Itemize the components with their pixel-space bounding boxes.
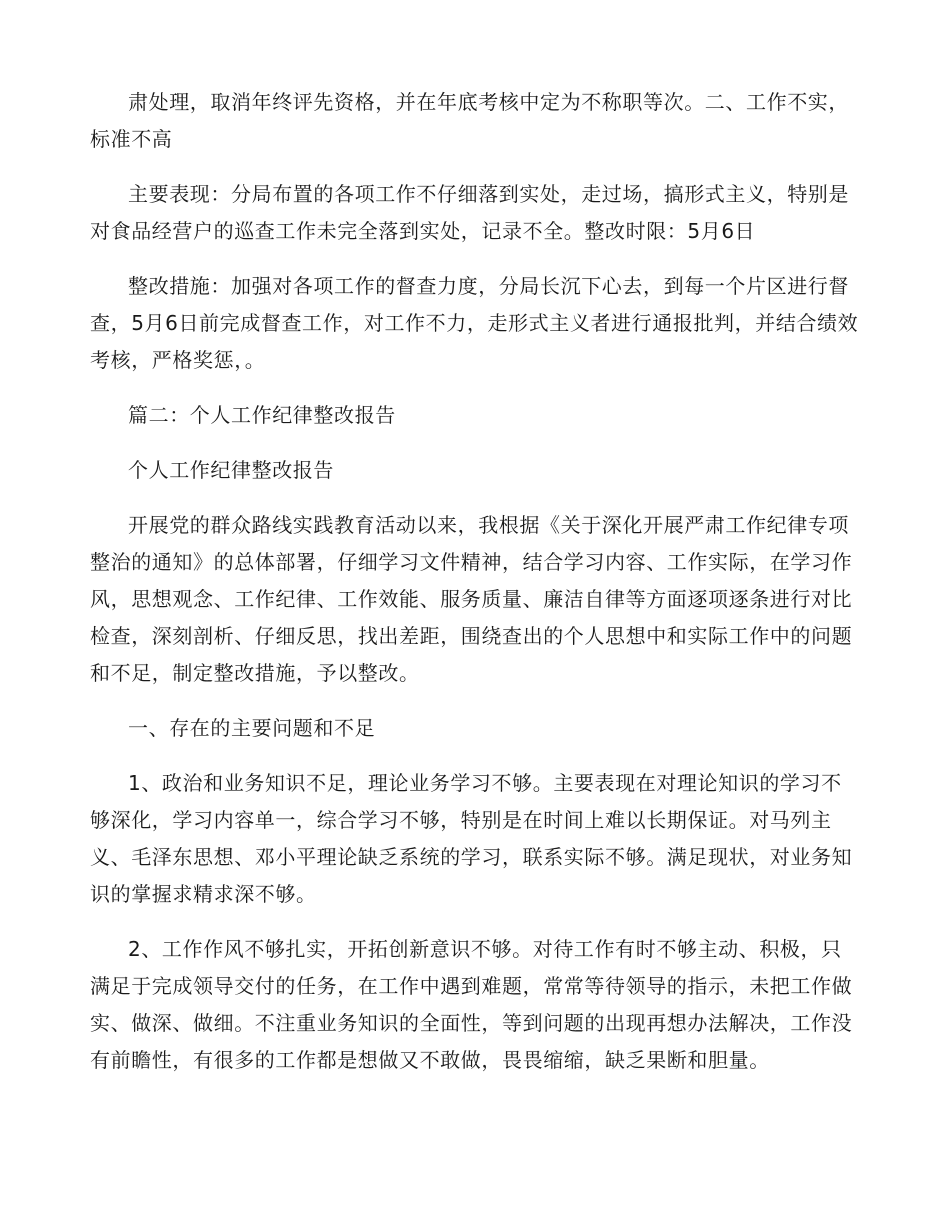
paragraph-rectification-measures: 整改措施：加强对各项工作的督查力度，分局长沉下心去，到每一个片区进行督查，5月6日前完成督查工作，对工作不力，走形式主义者进行通报批判，并结合绩效考核，严格奖惩，。 (90, 274, 859, 372)
report-title: 个人工作纪律整改报告 (128, 458, 334, 482)
paragraph-problem-1: 1、政治和业务知识不足，理论业务学习不够。主要表现在对理论知识的学习不够深化，学习内容单一，综合学习不够，特别是在时间上难以长期保证。对马列主义、毛泽东思想、邓小平理论缺乏系统的学习，联系实际不够。满足现状，对业务知识的掌握求精求深不够。 (90, 771, 853, 906)
paragraph-continuation: 肃处理，取消年终评先资格，并在年底考核中定为不称职等次。二、工作不实，标准不高 (90, 90, 849, 151)
section-heading-problems: 一、存在的主要问题和不足 (128, 716, 376, 740)
section-heading-part-two: 篇二：个人工作纪律整改报告 (128, 403, 396, 427)
paragraph-problem-2: 2、工作作风不够扎实，开拓创新意识不够。对待工作有时不够主动、积极，只满足于完成领导交付的任务，在工作中遇到难题，常常等待领导的指示，未把工作做实、做深、做细。不注重业务知识的全面性，等到问题的出现再想办法解决，工作没有前瞻性，有很多的工作都是想做又不敢做，畏畏缩缩，缺乏果断和胆量。 (90, 937, 853, 1072)
paragraph-main-manifestation: 主要表现：分局布置的各项工作不仔细落到实处，走过场，搞形式主义，特别是对食品经营户的巡查工作未完全落到实处，记录不全。整改时限：5月6日 (90, 182, 849, 243)
document-page (90, 84, 862, 1097)
paragraph-introduction: 开展党的群众路线实践教育活动以来，我根据《关于深化开展严肃工作纪律专项整治的通知》的总体部署，仔细学习文件精神，结合学习内容、工作实际，在学习作风，思想观念、工作纪律、工作效能、服务质量、廉洁自律等方面逐项逐条进行对比检查，深刻剖析、仔细反思，找出差距，围绕查出的个人思想中和实际工作中的问题和不足，制定整改措施，予以整改。 (90, 513, 853, 685)
